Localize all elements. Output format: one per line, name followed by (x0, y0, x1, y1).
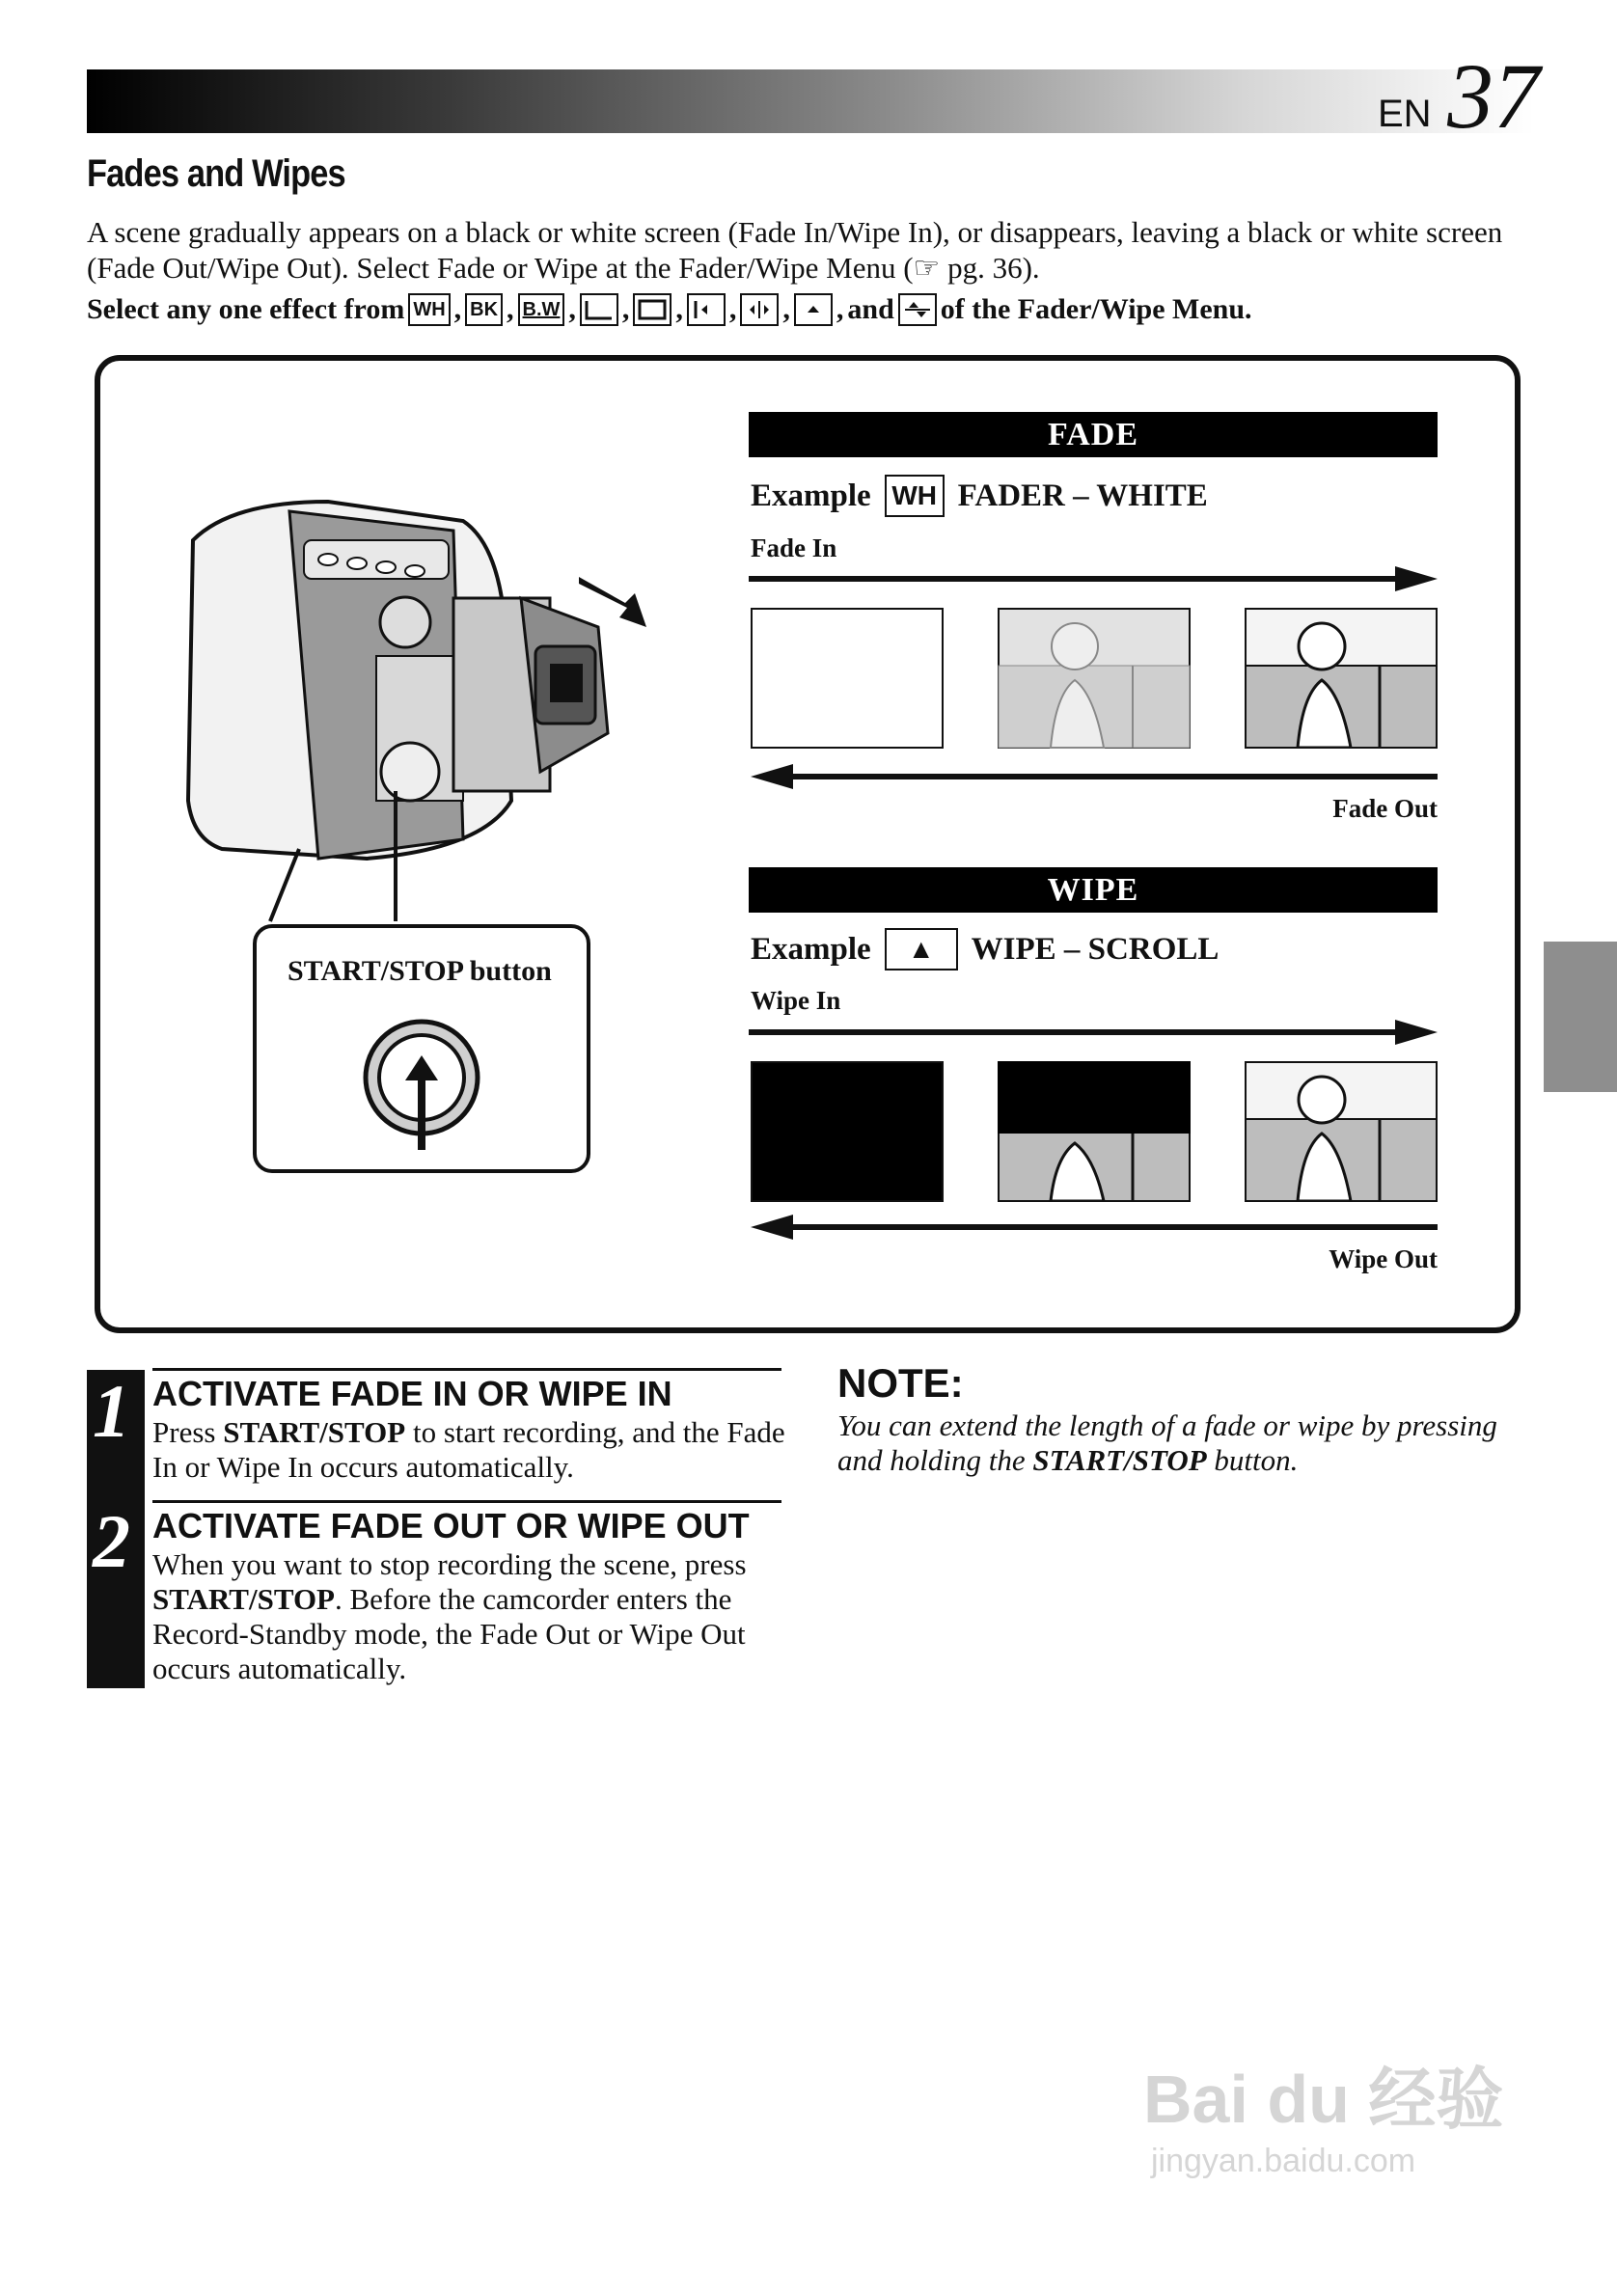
step-1-rule (152, 1368, 781, 1371)
step-1-title: ACTIVATE FADE IN OR WIPE IN (152, 1374, 672, 1413)
wh-icon: WH (408, 293, 450, 326)
window-icon (633, 293, 671, 326)
corner-icon (580, 293, 618, 326)
fade-header-bar: FADE (749, 412, 1438, 457)
bw-icon: B.W (518, 293, 565, 326)
watermark-sub: jingyan.baidu.com (1151, 2143, 1416, 2179)
fade-in-label: Fade In (751, 533, 837, 562)
baidu-watermark (1143, 2045, 1503, 2180)
step-2-rule (152, 1500, 781, 1503)
header-gradient-bar (87, 69, 1534, 133)
start-stop-button-icon (359, 1005, 484, 1152)
fade-example (751, 475, 1208, 517)
step-1-number: 1 (93, 1369, 130, 1453)
note-body: You can extend the length of a fade or wipe by pressing and holding the START/STOP button. (837, 1408, 1497, 1477)
fade-panel-full (1245, 608, 1438, 749)
wipe-in-arrow-icon (749, 1018, 1439, 1047)
door-icon (740, 293, 779, 326)
start-stop-label: START/STOP button (288, 955, 552, 987)
side-thumb-tab (1544, 942, 1617, 1092)
intro-paragraph: A scene gradually appears on a black or white screen (Fade In/Wipe In), or disappears, leaving a black or white screen (Fade Out/Wipe Out). Select Fade or Wipe at the Fader/Wipe Menu (☞ pg. 36). (87, 215, 1503, 285)
select-suffix: of the Fader/Wipe Menu. (940, 293, 1252, 325)
wipe-panel-black (751, 1061, 944, 1202)
slide-left-icon (687, 293, 726, 326)
select-and: and (847, 293, 894, 325)
select-prefix: Select any one effect from (87, 293, 405, 325)
camcorder-illustration (174, 482, 675, 945)
select-effect-line: Select any one effect from WH , BK , B.W , , , , , , and of the Fader/Wipe Menu. (87, 293, 1252, 325)
shutter-icon (898, 293, 937, 326)
page-number: 37 (1447, 44, 1540, 148)
step-1-body: Press START/STOP to start recording, and the Fade In or Wipe In occurs automatically. (152, 1415, 785, 1484)
language-code: EN (1378, 93, 1432, 135)
note-title: NOTE: (837, 1360, 964, 1406)
fade-example-word: Example (751, 478, 871, 513)
fade-out-arrow-icon (749, 762, 1439, 791)
fade-example-name: FADER – WHITE (957, 478, 1208, 513)
bk-icon: BK (465, 293, 503, 326)
fade-in-arrow-icon (749, 564, 1439, 593)
scroll-icon (794, 293, 833, 326)
step-2-body: When you want to stop recording the scene, press START/STOP. Before the camcorder enters the Record-Standby mode, the Fade Out or Wipe Out occurs automatically. (152, 1547, 747, 1685)
wipe-example-name: WIPE – SCROLL (971, 931, 1220, 967)
wipe-panel-full (1245, 1061, 1438, 1202)
watermark-main: Bai du 经验 (1143, 2062, 1504, 2137)
scroll-icon: ▲ (885, 928, 958, 970)
fade-out-label: Fade Out (1332, 794, 1438, 823)
section-title: Fades and Wipes (87, 152, 345, 195)
wipe-example (751, 928, 1219, 970)
step-2-number: 2 (93, 1499, 130, 1583)
wipe-panel-partial (998, 1061, 1191, 1202)
fade-panel-partial (998, 608, 1191, 749)
wipe-out-label: Wipe Out (1329, 1244, 1438, 1273)
wipe-example-word: Example (751, 931, 871, 967)
step-2-title: ACTIVATE FADE OUT OR WIPE OUT (152, 1506, 750, 1545)
wipe-out-arrow-icon (749, 1213, 1439, 1242)
wh-icon: WH (885, 475, 945, 517)
fade-panel-white (751, 608, 944, 749)
wipe-header-bar: WIPE (749, 867, 1438, 913)
wipe-in-label: Wipe In (751, 986, 841, 1015)
